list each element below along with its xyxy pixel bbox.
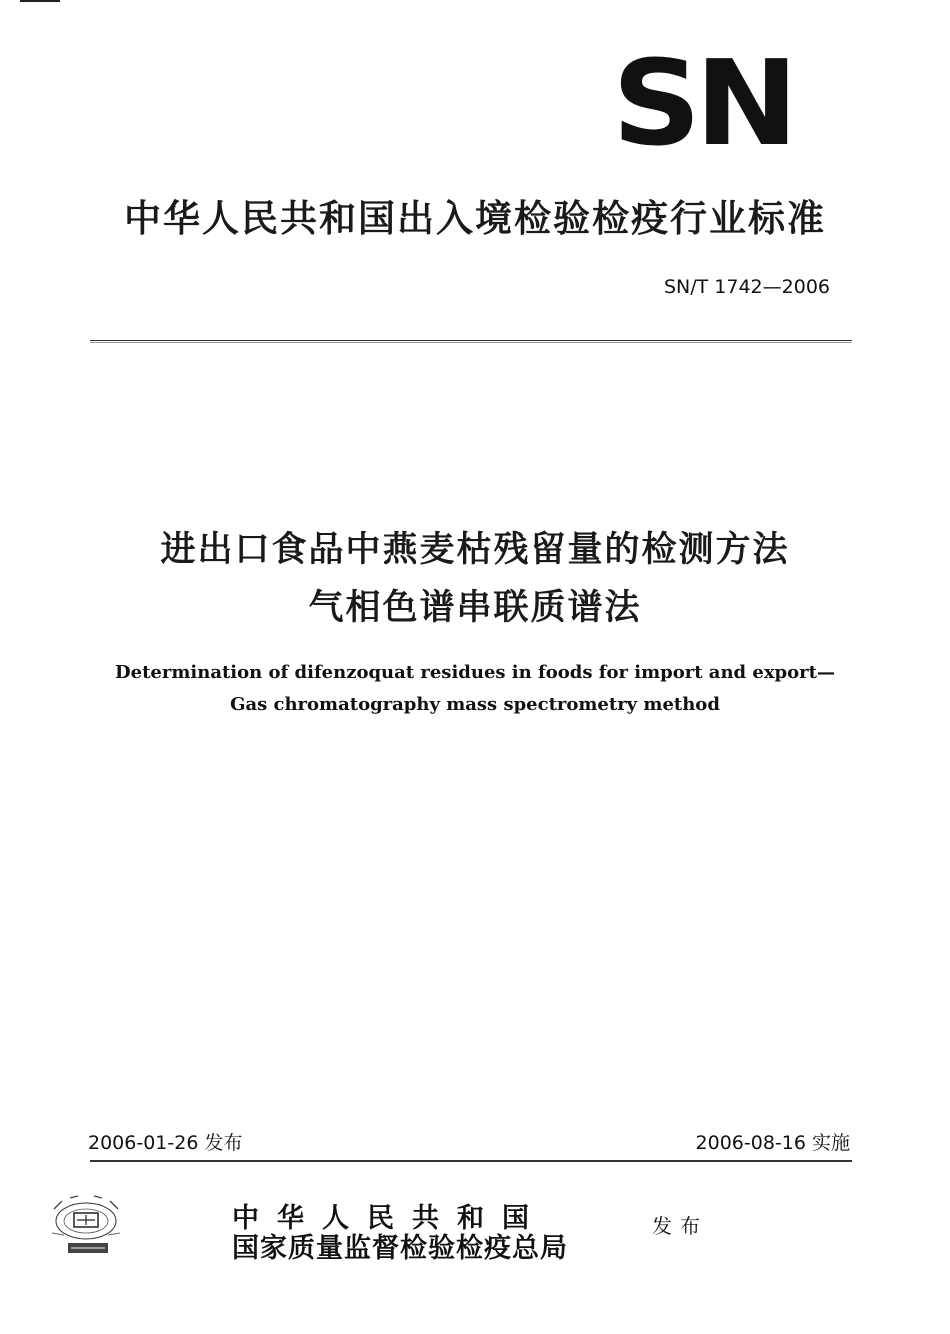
title-cn-line2: 气相色谱串联质谱法	[308, 588, 642, 628]
bottom-divider	[90, 1160, 852, 1162]
implementation-date: 2006-08-16 实施	[695, 1132, 850, 1154]
title-en-line2: Gas chromatography mass spectrometry method	[230, 694, 720, 715]
issuer-line2: 国家质量监督检验检疫总局	[232, 1233, 568, 1264]
title-en-line1: Determination of difenzoquat residues in foods for import and export—	[115, 662, 835, 683]
corner-mark	[20, 0, 60, 2]
top-divider	[90, 340, 852, 341]
title-cn-line1: 进出口食品中燕麦枯残留量的检测方法	[160, 530, 790, 570]
agency-title: 中华人民共和国出入境检验检疫行业标准	[124, 197, 826, 240]
anti-counterfeit-seal-icon	[40, 1195, 132, 1257]
sn-logo: SN	[612, 34, 793, 172]
top-divider-thin	[90, 342, 852, 343]
issuer-line1: 中华人民共和国	[232, 1203, 547, 1234]
publish-label: 发布	[652, 1214, 708, 1238]
issue-date: 2006-01-26 发布	[88, 1132, 243, 1154]
standard-code: SN/T 1742—2006	[663, 276, 830, 298]
